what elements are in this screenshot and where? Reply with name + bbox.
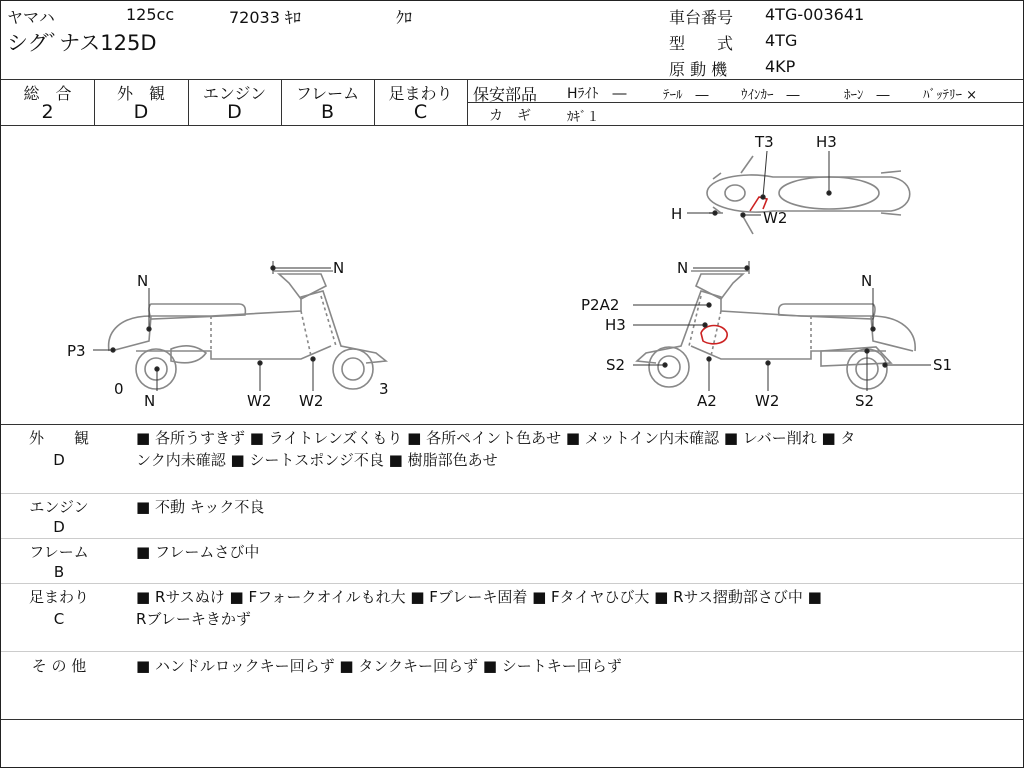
right-label-n-top: N — [861, 272, 873, 290]
right-label-s2-right: S2 — [855, 392, 875, 410]
color: ｸﾛ — [396, 8, 413, 27]
grade-engine-label: エンジン — [202, 84, 267, 103]
divider — [1, 719, 1023, 720]
frame-no-label: 車台番号 — [669, 8, 734, 27]
divider — [1, 538, 1023, 539]
engine-value: 4KP — [765, 57, 796, 76]
left-label-w2-a: W2 — [247, 392, 272, 410]
top-label-h: H — [671, 205, 683, 223]
grade-suspension-value: C — [413, 101, 428, 123]
remark-suspension-label: 足まわり — [28, 588, 89, 606]
right-label-w2: W2 — [755, 392, 780, 410]
remark-exterior-grade: D — [53, 451, 65, 469]
top-label-h3: H3 — [816, 133, 837, 151]
right-label-p2a2: P2A2 — [581, 296, 620, 314]
grade-frame-label: フレーム — [295, 84, 360, 103]
remark-frame-label: フレーム — [29, 543, 89, 561]
remark-exterior-text-cont: ンク内未確認 ■ シートスポンジ不良 ■ 樹脂部色あせ — [136, 451, 498, 469]
remark-exterior-label: 外 観 — [28, 429, 89, 447]
divider — [467, 79, 468, 125]
remark-suspension-text-cont: Rブレーキきかず — [136, 610, 251, 628]
remark-engine-label: エンジン — [29, 498, 89, 516]
top-view-sketch — [707, 156, 910, 234]
right-label-h3: H3 — [605, 316, 626, 334]
grade-engine-value: D — [227, 101, 242, 123]
top-label-w2: W2 — [763, 209, 788, 227]
right-label-s2-left: S2 — [606, 356, 626, 374]
right-label-a2: A2 — [697, 392, 717, 410]
remark-frame-text: ■ フレームさび中 — [136, 543, 260, 561]
grade-suspension-label: 足まわり — [388, 84, 453, 103]
remark-engine-grade: D — [53, 518, 65, 536]
grade-overall-value: 2 — [41, 101, 54, 123]
key-value: ｶｷﾞ１ — [567, 110, 600, 125]
divider — [1, 424, 1023, 425]
remark-other-label: そ の 他 — [31, 657, 87, 675]
grade-exterior-value: D — [133, 101, 149, 123]
safety-tail: ﾃｰﾙ ― — [663, 88, 709, 103]
left-label-n-handle: N — [333, 259, 345, 277]
divider — [1, 79, 1023, 80]
safety-label: 保安部品 — [473, 85, 538, 104]
top-label-t3: T3 — [755, 133, 774, 151]
maker: ヤマハ — [7, 8, 55, 27]
scooter-diagram — [1, 126, 1023, 424]
left-label-w2-b: W2 — [299, 392, 324, 410]
remark-engine-text: ■ 不動 キック不良 — [136, 498, 265, 516]
grade-exterior-label: 外 観 — [116, 84, 165, 103]
displacement: 125cc — [126, 5, 175, 24]
left-label-p3: P3 — [67, 342, 86, 360]
left-label-0: 0 — [114, 380, 124, 398]
left-scooter-sketch — [109, 261, 386, 389]
safety-battery: ﾊﾞｯﾃﾘｰ × — [923, 88, 978, 103]
safety-horn: ﾎｰﾝ ― — [844, 88, 890, 103]
key-label: カ ギ — [489, 108, 531, 124]
mileage: 72033 ｷﾛ — [229, 8, 301, 27]
remark-suspension-text: ■ Rサスぬけ ■ Fフォークオイルもれ大 ■ Fブレーキ固着 ■ Fタイヤひび大 ■ Rサス摺動部さび中 ■ — [136, 588, 822, 606]
divider — [1, 651, 1023, 652]
leader-lines — [93, 151, 931, 391]
engine-label: 原 動 機 — [669, 60, 728, 79]
diagram-labels — [67, 133, 952, 410]
safety-headlight: Hﾗｲﾄ ― — [567, 86, 627, 102]
remark-frame-grade: B — [53, 563, 65, 581]
grade-frame-value: B — [320, 101, 335, 123]
grade-overall-label: 総 合 — [23, 84, 72, 103]
safety-winker: ｳｲﾝｶｰ ― — [741, 88, 800, 103]
remark-other-text: ■ ハンドルロックキー回らず ■ タンクキー回らず ■ シートキー回らず — [136, 657, 622, 675]
left-label-n-bottom: N — [144, 392, 156, 410]
right-label-s1: S1 — [933, 356, 953, 374]
type-value: 4TG — [765, 31, 798, 50]
left-label-n-top: N — [137, 272, 149, 290]
type-label: 型 式 — [669, 34, 734, 53]
left-label-3: 3 — [379, 380, 389, 398]
divider — [1, 493, 1023, 494]
frame-no: 4TG-003641 — [765, 5, 865, 24]
divider — [1, 583, 1023, 584]
model-name: シグﾞナス125D — [7, 31, 157, 55]
remark-suspension-grade: C — [53, 610, 65, 628]
remark-exterior-text: ■ 各所うすきず ■ ライトレンズくもり ■ 各所ペイント色あせ ■ メットイン内未確認 ■ レバー削れ ■ タ — [136, 429, 856, 447]
right-label-n-handle: N — [677, 259, 689, 277]
